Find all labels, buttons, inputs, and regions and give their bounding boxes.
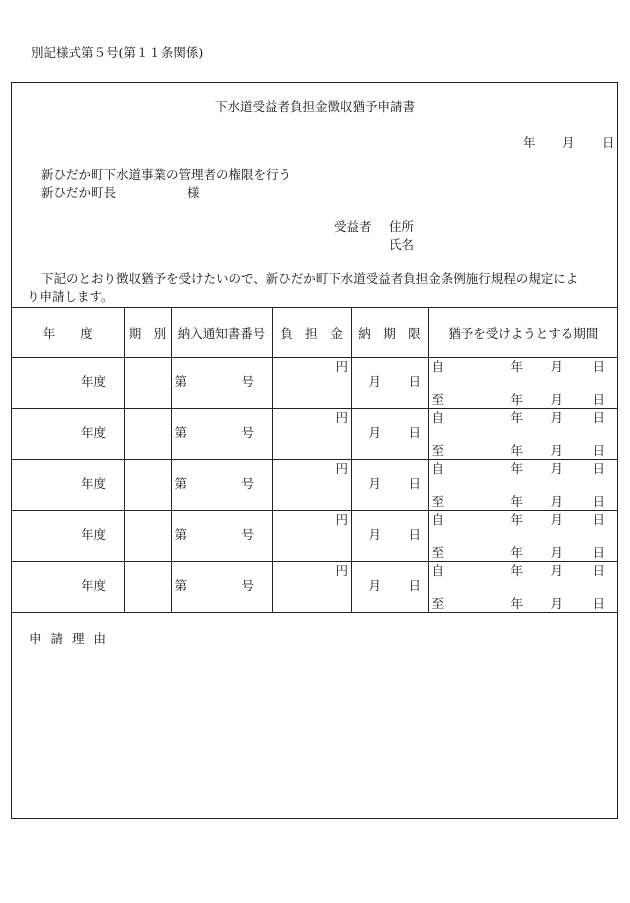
notice-number-cell[interactable] [171, 409, 272, 460]
charge-amount-cell[interactable] [272, 511, 351, 562]
deferral-period-cell[interactable] [428, 409, 618, 460]
fiscal-year-suffix: 年度 [81, 527, 107, 542]
period-cell[interactable] [124, 562, 171, 613]
deferral-period-cell[interactable] [428, 358, 618, 409]
date-year-label: 年 [523, 135, 536, 150]
date-month-label: 月 [562, 135, 575, 150]
from-day-label: 日 [592, 563, 606, 578]
charge-amount-cell[interactable] [272, 562, 351, 613]
period-cell[interactable] [124, 511, 171, 562]
period-from-label: 自 [431, 512, 445, 527]
due-day-label: 日 [408, 476, 422, 491]
table-row [12, 562, 618, 613]
notice-suffix: 号 [241, 578, 255, 593]
due-day-label: 日 [408, 425, 422, 440]
to-month-label: 月 [550, 596, 564, 611]
from-day-label: 日 [592, 410, 606, 425]
from-month-label: 月 [550, 512, 564, 527]
notice-prefix: 第 [174, 527, 188, 542]
due-date-cell[interactable] [351, 562, 428, 613]
deferral-table [12, 307, 618, 613]
charge-amount-cell[interactable] [272, 358, 351, 409]
period-to-label: 至 [431, 392, 445, 407]
notice-number-cell[interactable] [171, 511, 272, 562]
period-cell[interactable] [124, 358, 171, 409]
yen-unit: 円 [335, 512, 349, 527]
deferral-period-cell[interactable] [428, 562, 618, 613]
fiscal-year-suffix: 年度 [81, 374, 107, 389]
due-month-label: 月 [368, 527, 382, 542]
notice-number-cell[interactable] [171, 562, 272, 613]
deferral-period-cell[interactable] [428, 460, 618, 511]
from-year-label: 年 [510, 359, 524, 374]
charge-amount-cell[interactable] [272, 409, 351, 460]
to-year-label: 年 [510, 494, 524, 509]
notice-number-cell[interactable] [171, 358, 272, 409]
from-month-label: 月 [550, 563, 564, 578]
due-date-cell[interactable] [351, 511, 428, 562]
to-day-label: 日 [592, 596, 606, 611]
due-date-cell[interactable] [351, 358, 428, 409]
header-charge-amount: 負 担 金 [272, 308, 351, 358]
fiscal-year-suffix: 年度 [81, 425, 107, 440]
from-year-label: 年 [510, 461, 524, 476]
due-month-label: 月 [368, 374, 382, 389]
period-to-label: 至 [431, 545, 445, 560]
period-cell[interactable] [124, 409, 171, 460]
to-day-label: 日 [592, 392, 606, 407]
yen-unit: 円 [335, 410, 349, 425]
form-number-label: 別記様式第５号(第１１条関係) [31, 45, 204, 60]
due-month-label: 月 [368, 425, 382, 440]
applicant-label: 受益者 [334, 219, 372, 234]
addressee-line1: 新ひだか町下水道事業の管理者の権限を行う [41, 167, 292, 182]
fiscal-year-cell[interactable] [12, 562, 124, 613]
due-day-label: 日 [408, 527, 422, 542]
header-notice-number: 納入通知書番号 [171, 308, 272, 358]
period-from-label: 自 [431, 563, 445, 578]
to-year-label: 年 [510, 545, 524, 560]
notice-suffix: 号 [241, 425, 255, 440]
fiscal-year-suffix: 年度 [81, 476, 107, 491]
application-reason-label: 申請理由 [29, 631, 116, 646]
period-from-label: 自 [431, 461, 445, 476]
to-month-label: 月 [550, 494, 564, 509]
to-day-label: 日 [592, 545, 606, 560]
document-title: 下水道受益者負担金徴収猶予申請書 [214, 99, 415, 114]
due-day-label: 日 [408, 374, 422, 389]
due-month-label: 月 [368, 578, 382, 593]
header-deferral-period: 猶予を受けようとする期間 [428, 308, 618, 358]
due-month-label: 月 [368, 476, 382, 491]
to-month-label: 月 [550, 392, 564, 407]
applicant-name-label: 氏名 [389, 237, 415, 252]
from-day-label: 日 [592, 512, 606, 527]
table-row [12, 511, 618, 562]
due-date-cell[interactable] [351, 409, 428, 460]
yen-unit: 円 [335, 461, 349, 476]
yen-unit: 円 [335, 563, 349, 578]
to-year-label: 年 [510, 596, 524, 611]
from-year-label: 年 [510, 410, 524, 425]
to-year-label: 年 [510, 392, 524, 407]
from-month-label: 月 [550, 410, 564, 425]
notice-suffix: 号 [241, 476, 255, 491]
notice-prefix: 第 [174, 578, 188, 593]
addressee-honorific: 様 [187, 185, 200, 200]
fiscal-year-cell[interactable] [12, 460, 124, 511]
fiscal-year-cell[interactable] [12, 409, 124, 460]
date-day-label: 日 [602, 135, 615, 150]
notice-suffix: 号 [241, 527, 255, 542]
to-day-label: 日 [592, 494, 606, 509]
due-date-cell[interactable] [351, 460, 428, 511]
period-to-label: 至 [431, 494, 445, 509]
period-from-label: 自 [431, 359, 445, 374]
to-month-label: 月 [550, 545, 564, 560]
to-day-label: 日 [592, 443, 606, 458]
to-year-label: 年 [510, 443, 524, 458]
addressee-line2: 新ひだか町長 [41, 185, 117, 200]
period-cell[interactable] [124, 460, 171, 511]
table-row [12, 409, 618, 460]
notice-prefix: 第 [174, 476, 188, 491]
table-row [12, 460, 618, 511]
notice-prefix: 第 [174, 374, 188, 389]
from-month-label: 月 [550, 359, 564, 374]
from-day-label: 日 [592, 461, 606, 476]
deferral-period-cell[interactable] [428, 511, 618, 562]
yen-unit: 円 [335, 359, 349, 374]
fiscal-year-suffix: 年度 [81, 578, 107, 593]
table-header-row [12, 308, 618, 358]
body-text-line1: 下記のとおり徴収猶予を受けたいので、新ひだか町下水道受益者負担金条例施行規程の規定によ [41, 271, 579, 286]
table-row [12, 358, 618, 409]
due-day-label: 日 [408, 578, 422, 593]
fiscal-year-cell[interactable] [12, 511, 124, 562]
header-period: 期 別 [124, 308, 171, 358]
body-text-line2: り申請します。 [27, 289, 114, 304]
period-to-label: 至 [431, 443, 445, 458]
charge-amount-cell[interactable] [272, 460, 351, 511]
to-month-label: 月 [550, 443, 564, 458]
from-year-label: 年 [510, 563, 524, 578]
notice-prefix: 第 [174, 425, 188, 440]
period-to-label: 至 [431, 596, 445, 611]
fiscal-year-cell[interactable] [12, 358, 124, 409]
notice-suffix: 号 [241, 374, 255, 389]
notice-number-cell[interactable] [171, 460, 272, 511]
applicant-address-label: 住所 [389, 219, 415, 234]
period-from-label: 自 [431, 410, 445, 425]
from-year-label: 年 [510, 512, 524, 527]
from-month-label: 月 [550, 461, 564, 476]
header-due-date: 納 期 限 [351, 308, 428, 358]
from-day-label: 日 [592, 359, 606, 374]
header-fiscal-year: 年 度 [12, 308, 124, 358]
